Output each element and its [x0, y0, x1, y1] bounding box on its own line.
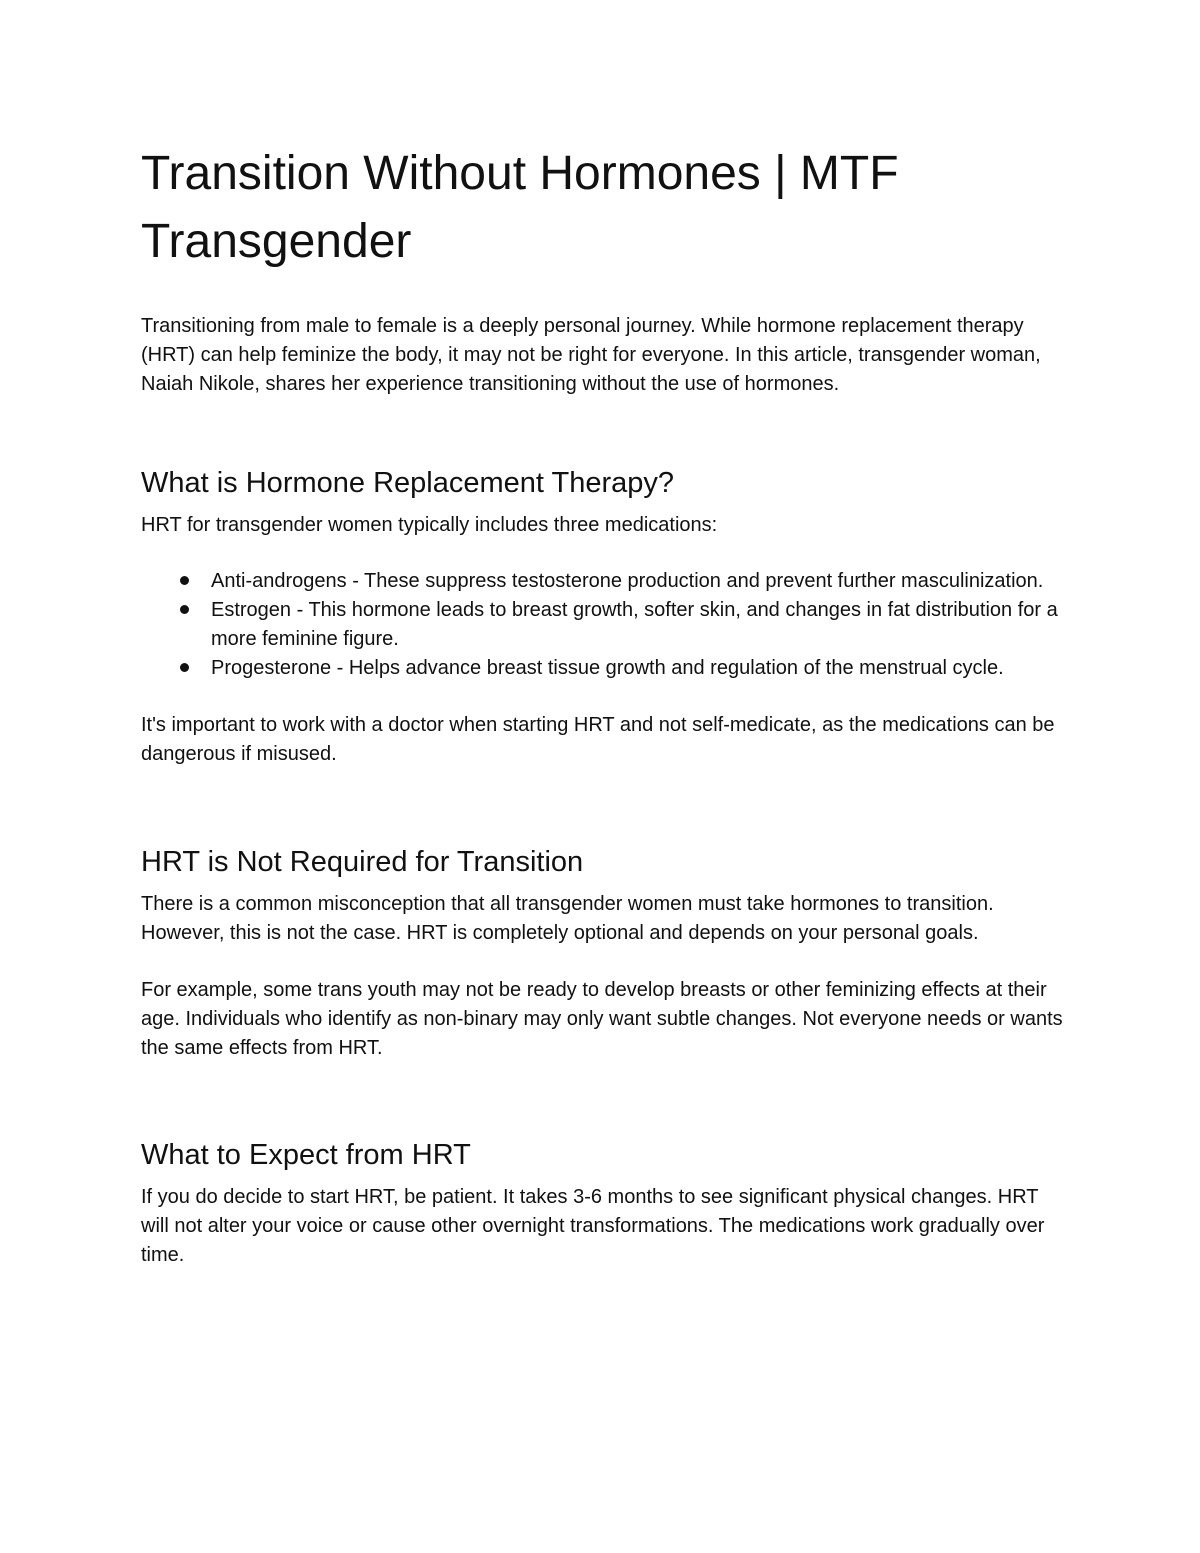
bullet-icon	[180, 576, 189, 585]
list-item	[141, 596, 1066, 654]
section-paragraph: For example, some trans youth may not be ready to develop breasts or other feminizing effects at their age. Individuals who identify as non-binary may only want subtle changes. Not everyone needs or wants the same effects from HRT.	[141, 979, 1063, 1059]
list-item-text: Progesterone - Helps advance breast tissue growth and regulation of the menstrual cycle.	[211, 657, 1004, 679]
bullet-icon	[180, 663, 189, 672]
document-title: Transition Without Hormones | MTF Transgender	[141, 147, 899, 268]
bullet-icon	[180, 605, 189, 614]
section-paragraph: There is a common misconception that all transgender women must take hormones to transition. However, this is not the case. HRT is completely optional and depends on your personal goals.	[141, 893, 994, 944]
section-paragraph: HRT for transgender women typically includes three medications:	[141, 514, 718, 536]
section-paragraph: It's important to work with a doctor when starting HRT and not self-medicate, as the medications can be dangerous if misused.	[141, 714, 1055, 765]
section-paragraph: If you do decide to start HRT, be patient. It takes 3-6 months to see significant physical changes. HRT will not alter your voice or cause other overnight transformations. The medications work gradually over time.	[141, 1186, 1045, 1266]
list-item-text: Estrogen - This hormone leads to breast growth, softer skin, and changes in fat distribution for a more feminine figure.	[211, 599, 1058, 650]
list-item-text: Anti-androgens - These suppress testosterone production and prevent further masculinization.	[211, 570, 1044, 592]
medication-list	[141, 567, 1066, 683]
document-page	[141, 140, 1066, 1270]
section-heading-hrt-not-required: HRT is Not Required for Transition	[141, 846, 584, 878]
section-heading-what-to-expect: What to Expect from HRT	[141, 1139, 471, 1171]
intro-paragraph: Transitioning from male to female is a deeply personal journey. While hormone replacement therapy (HRT) can help feminize the body, it may not be right for everyone. In this article, transgender woman, Naiah Nikole, shares her experience transitioning without the use of hormones.	[141, 315, 1041, 395]
section-heading-what-is-hrt: What is Hormone Replacement Therapy?	[141, 467, 674, 499]
list-item	[141, 654, 1066, 683]
list-item	[141, 567, 1066, 596]
